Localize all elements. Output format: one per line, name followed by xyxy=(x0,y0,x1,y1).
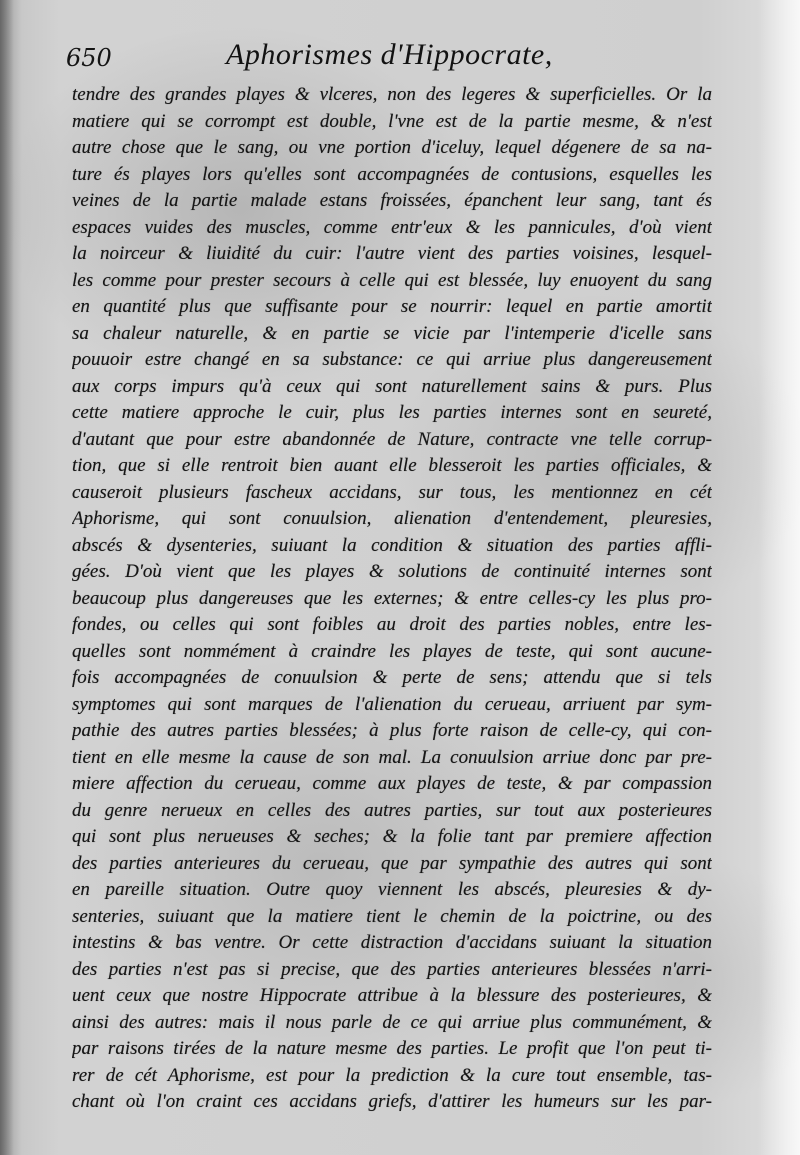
text-line: des parties anterieures du cerueau, que par sympathie des autres qui sont xyxy=(72,852,712,874)
text-line: par raisons tirées de la nature mesme des parties. Le profit que l'on peut ti- xyxy=(72,1038,712,1059)
text-line: Aphorisme, qui sont conuulsion, alienation d'entendement, pleuresies, xyxy=(72,508,712,529)
text-line: en pareille situation. Outre quoy viennent les abscés, pleuresies & dy- xyxy=(72,879,712,900)
text-line: rer de cét Aphorisme, est pour la prediction & la cure tout ensemble, tas- xyxy=(72,1064,712,1086)
text-line: quelles sont nommément à craindre les playes de teste, qui sont aucune- xyxy=(72,640,712,662)
text-line: fondes, ou celles qui sont foibles au droit des parties nobles, entre les- xyxy=(72,614,712,635)
text-line: ture és playes lors qu'elles sont accompagnées de contusions, esquelles les xyxy=(72,163,712,185)
text-line: en quantité plus que suffisante pour se nourrir: lequel en partie amortit xyxy=(72,296,712,317)
text-line: miere affection du cerueau, comme aux playes de teste, & par compassion xyxy=(72,773,712,794)
text-line: causeroit plusieurs fascheux accidans, sur tous, les mentionnez en cét xyxy=(72,481,712,503)
text-line: cette matiere approche le cuir, plus les parties internes sont en seureté, xyxy=(72,402,712,423)
text-line: espaces vuides des muscles, comme entr'eux & les pannicules, d'où vient xyxy=(72,216,712,238)
text-line: ainsi des autres: mais il nous parle de ce qui arriue plus communément, & xyxy=(72,1011,712,1033)
text-line: matiere qui se corrompt est double, l'vne est de la partie mesme, & n'est xyxy=(72,110,712,132)
text-line: beaucoup plus dangereuses que les externes; & entre celles-cy les plus pro- xyxy=(72,587,712,609)
text-line: aux corps impurs qu'à ceux qui sont naturellement sains & purs. Plus xyxy=(72,375,712,397)
page-header xyxy=(66,38,766,78)
page-number: 650 xyxy=(66,44,112,72)
binding-shadow xyxy=(0,0,14,1155)
text-line: pouuoir estre changé en sa substance: ce qui arriue plus dangereusement xyxy=(72,349,712,370)
text-line: chant où l'on craint ces accidans griefs, d'attirer les humeurs sur les par- xyxy=(72,1091,712,1112)
text-line: gées. D'où vient que les playes & solutions de continuité internes sont xyxy=(72,561,712,582)
text-line: fois accompagnées de conuulsion & perte de sens; attendu que si tels xyxy=(72,667,712,688)
running-title: Aphorismes d'Hippocrate, xyxy=(226,38,553,71)
text-line: des parties n'est pas si precise, que des parties anterieures blessées n'arri- xyxy=(72,958,712,980)
page-margin-right xyxy=(758,0,800,1155)
text-line: symptomes qui sont marques de l'alienation du cerueau, arriuent par sym- xyxy=(72,693,712,715)
text-line: autre chose que le sang, ou vne portion d'iceluy, lequel dégenere de sa na- xyxy=(72,137,712,158)
text-line: uent ceux que nostre Hippocrate attribue à la blessure des posterieures, & xyxy=(72,985,712,1006)
text-line: tient en elle mesme la cause de son mal. La conuulsion arriue donc par pre- xyxy=(72,746,712,768)
text-line: intestins & bas ventre. Or cette distraction d'accidans suiuant la situation xyxy=(72,932,712,953)
text-line: d'autant que pour estre abandonnée de Nature, contracte vne telle corrup- xyxy=(72,428,712,450)
text-line: tendre des grandes playes & vlceres, non des legeres & superficielles. Or la xyxy=(72,84,712,105)
text-line: qui sont plus nerueuses & seches; & la folie tant par premiere affection xyxy=(72,826,712,847)
text-line: la noirceur & liuidité du cuir: l'autre vient des parties voisines, lesquel- xyxy=(72,243,712,264)
text-line: abscés & dysenteries, suiuant la condition & situation des parties affli- xyxy=(72,534,712,556)
text-line: les comme pour prester secours à celle qui est blessée, luy enuoyent du sang xyxy=(72,269,712,291)
text-line: du genre nerueux en celles des autres parties, sur tout aux posterieures xyxy=(72,799,712,821)
text-line: tion, que si elle rentroit bien auant elle blesseroit les parties officiales, & xyxy=(72,455,712,476)
text-line: pathie des autres parties blessées; à plus forte raison de celle-cy, qui con- xyxy=(72,720,712,741)
text-line: sa chaleur naturelle, & en partie se vicie par l'intemperie d'icelle sans xyxy=(72,322,712,344)
text-line: veines de la partie malade estans froissées, épanchent leur sang, tant és xyxy=(72,190,712,211)
body-text xyxy=(72,82,712,1116)
text-line: senteries, suiuant que la matiere tient le chemin de la poictrine, ou des xyxy=(72,905,712,927)
